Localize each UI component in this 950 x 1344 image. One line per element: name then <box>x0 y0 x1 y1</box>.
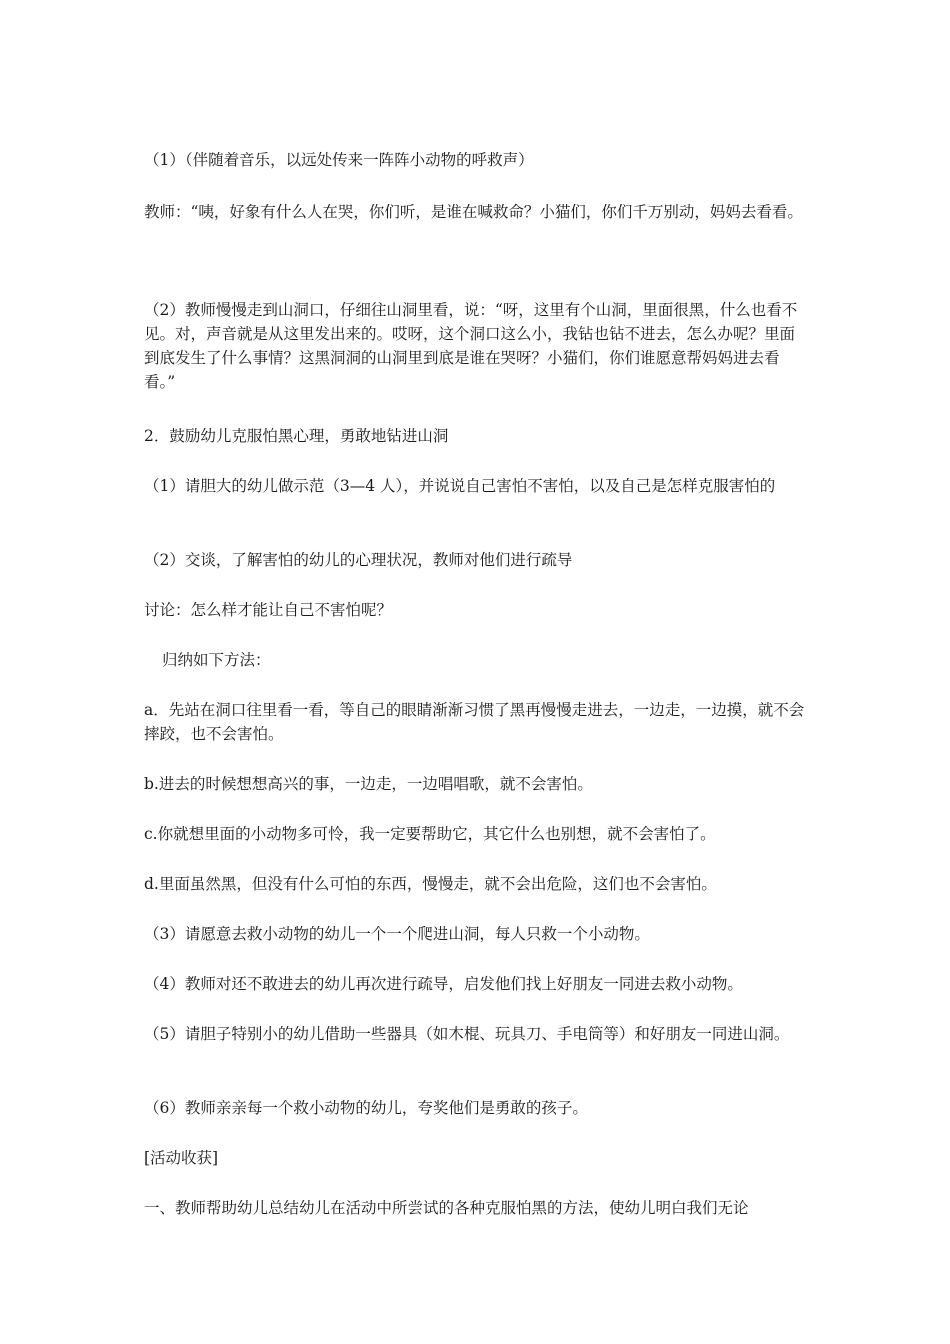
paragraph-summary-methods: 归纳如下方法： <box>162 651 271 669</box>
paragraph-intro-1: （1）（伴随着音乐，以远处传来一阵阵小动物的呼救声） <box>144 151 534 169</box>
paragraph-step-6: （6）教师亲亲每一个救小动物的幼儿，夸奖他们是勇敢的孩子。 <box>144 1099 588 1117</box>
paragraph-teacher-speech: 教师：“咦，好象有什么人在哭，你们听，是谁在喊救命？小猫们，你们千万别动，妈妈去看看。 <box>144 203 803 221</box>
list-item-method-d: d.里面虽然黑，但没有什么可怕的东西，慢慢走，就不会出危险，这们也不会害怕。 <box>144 875 717 893</box>
heading-activity-gains: [活动收获] <box>144 1149 219 1167</box>
paragraph-step-3: （3）请愿意去救小动物的幼儿一个一个爬进山洞，每人只救一个小动物。 <box>144 925 650 943</box>
list-item-method-a: a．先站在洞口往里看一看，等自己的眼睛渐渐习惯了黑再慢慢走进去，一边走，一边摸，就不会摔跤，也不会害怕。 <box>144 701 805 743</box>
paragraph-gains-1: 一、教师帮助幼儿总结幼儿在活动中所尝试的各种克服怕黑的方法，使幼儿明白我们无论 <box>144 1199 749 1217</box>
paragraph-step-5: （5）请胆子特别小的幼儿借助一些器具（如木棍、玩具刀、手电筒等）和好朋友一同进山洞。 <box>144 1025 790 1043</box>
paragraph-step-4: （4）教师对还不敢进去的幼儿再次进行疏导，启发他们找上好朋友一同进去救小动物。 <box>144 975 743 993</box>
heading-section-2: 2．鼓励幼儿克服怕黑心理，勇敢地钻进山洞 <box>144 427 449 445</box>
paragraph-step-1: （1）请胆大的幼儿做示范（3—4 人），并说说自己害怕不害怕，以及自己是怎样克服害怕的 <box>144 477 776 495</box>
list-item-method-c: c.你就想里面的小动物多可怜，我一定要帮助它，其它什么也别想，就不会害怕了。 <box>144 825 716 843</box>
paragraph-step-2: （2）交谈，了解害怕的幼儿的心理状况，教师对他们进行疏导 <box>144 551 573 569</box>
paragraph-discussion: 讨论：怎么样才能让自己不害怕呢？ <box>144 601 393 619</box>
paragraph-cave-entrance: （2）教师慢慢走到山洞口，仔细往山洞里看，说：“呀，这里有个山洞，里面很黑，什么也看不见。对，声音就是从这里发出来的。哎呀，这个洞口这么小，我钻也钻不进去，怎么办呢？里面到底发生了什么事情？这黑洞洞的山洞里到底是谁在哭呀？小猫们，你们谁愿意帮妈妈进去看看。” <box>144 301 798 391</box>
list-item-method-b: b.进去的时候想想高兴的事，一边走，一边唱唱歌，就不会害怕。 <box>144 775 593 793</box>
